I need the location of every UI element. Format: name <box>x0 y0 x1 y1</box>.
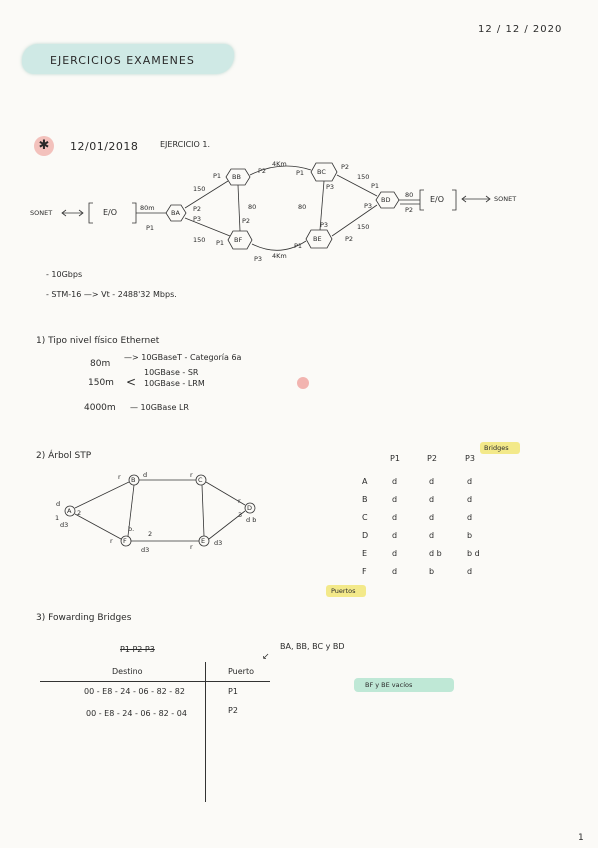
stp-cell: d <box>429 513 435 522</box>
q3-title: 3) Fowarding Bridges <box>36 613 132 623</box>
link-bc-be-label: 80 <box>298 203 307 211</box>
bd-p2-label: P2 <box>405 206 414 214</box>
stp-label-n1: 1 <box>55 514 60 522</box>
stp-row-bridge: F <box>362 567 367 576</box>
link-be-bd-label: 150 <box>357 223 370 231</box>
stp-row-bridge: B <box>362 495 368 504</box>
stp-cell: d <box>429 477 435 486</box>
link-bb-bf-label: 80 <box>248 203 257 211</box>
stp-cell: d <box>392 513 398 522</box>
stp-row-bridge: D <box>362 531 369 540</box>
stp-cell: d <box>467 567 473 576</box>
stp-label-rf: r <box>110 537 113 545</box>
q1-row2-std2: 10GBase - LRM <box>144 379 205 388</box>
ports-label: Puertos <box>331 587 356 595</box>
page-title: EJERCICIOS EXAMENES <box>50 54 195 67</box>
q2-title: 2) Árbol STP <box>36 451 92 461</box>
stp-cell: d <box>392 495 398 504</box>
stp-row-bridge: A <box>362 477 368 486</box>
link-ba-eo-label: 80m <box>140 204 155 212</box>
stp-label-bb: b. <box>128 525 135 533</box>
node-bf-label: BF <box>234 236 243 244</box>
fwd-row2-port: P2 <box>228 706 238 715</box>
stp-label-d: D <box>247 504 253 512</box>
fwd-row1-dest: 00 - E8 - 24 - 06 - 82 - 82 <box>84 687 185 696</box>
link-bb-bc-label: 4Km <box>272 160 287 168</box>
star-bullet-icon: ✱ <box>34 136 54 156</box>
fwd-header-port: Puerto <box>228 667 254 676</box>
q3-empty-note: BF y BE vacíos <box>365 681 413 689</box>
q3-bridges-note: BA, BB, BC y BD <box>280 642 345 651</box>
stp-cell: d <box>392 549 398 558</box>
stp-label-n3: 3 <box>238 511 243 519</box>
bc-p1-label: P1 <box>296 169 305 177</box>
stp-cell: b <box>467 531 473 540</box>
q3-scribble: P1 P2 P3 <box>120 645 155 654</box>
stp-col-p1: P1 <box>390 454 400 463</box>
node-bb-label: BB <box>232 173 241 181</box>
stp-label-d3: d3 <box>60 521 69 529</box>
stp-label-rb: r <box>118 473 121 481</box>
stp-col-p2: P2 <box>427 454 437 463</box>
q1-row1-dist: 80m <box>90 359 111 369</box>
bridges-label: Bridges <box>484 444 509 452</box>
stp-cell: b d <box>467 549 480 558</box>
stp-label-b2: 2 <box>148 530 153 538</box>
node-bd-label: BD <box>381 196 391 204</box>
q1-row2-std1: 10GBase - SR <box>144 368 199 377</box>
fwd-row1-port: P1 <box>228 687 238 696</box>
stp-col-p3: P3 <box>465 454 475 463</box>
stp-cell: d b <box>429 549 442 558</box>
link-bd-eo-label: 80 <box>405 191 414 199</box>
node-be-label: BE <box>313 235 322 243</box>
stp-cell: d <box>467 477 473 486</box>
stp-label-e: E <box>201 537 206 545</box>
fwd-table-hline <box>40 681 270 682</box>
stp-row-bridge: E <box>362 549 368 558</box>
fwd-table-vline <box>205 662 206 802</box>
be-p1-label: P1 <box>294 242 303 250</box>
fwd-header-dest: Destino <box>112 667 143 676</box>
q1-row2-sym: < <box>126 375 137 389</box>
bf-p3-label: P3 <box>254 255 263 263</box>
stp-label-rc: r <box>190 471 193 479</box>
stp-label-re: r <box>190 543 193 551</box>
q1-row2-dist: 150m <box>88 378 114 388</box>
q1-row1-std: —> 10GBaseT - Categoría 6a <box>124 353 242 362</box>
note-stm: - STM-16 —> Vt - 2488'32 Mbps. <box>46 290 177 299</box>
stp-cell: d <box>392 567 398 576</box>
bb-p2-bottom-label: P2 <box>242 217 251 225</box>
be-p2-label: P2 <box>345 235 354 243</box>
stp-cell: d <box>467 495 473 504</box>
node-bc-label: BC <box>317 168 326 176</box>
exercise-date: 12/01/2018 <box>70 140 139 153</box>
link-bf-be-label: 4Km <box>272 252 287 260</box>
bd-p1-label: P1 <box>371 182 380 190</box>
link-ba-bb-label: 150 <box>193 185 206 193</box>
stp-label-f: F <box>123 537 127 545</box>
stp-label-rd: r <box>238 497 241 505</box>
bc-p2-label: P2 <box>341 163 350 171</box>
fwd-row2-dest: 00 - E8 - 24 - 06 - 82 - 04 <box>86 709 187 718</box>
q1-row3-dist: 4000m <box>84 403 116 413</box>
bb-p1-label: P1 <box>213 172 222 180</box>
stp-cell: b <box>429 567 435 576</box>
sonet-right-label: SONET <box>494 195 517 203</box>
stp-label-a: A <box>67 507 72 515</box>
eo-right-label: E/O <box>430 195 445 204</box>
ba-p2-label: P2 <box>193 205 202 213</box>
be-p3-label: P3 <box>320 221 329 229</box>
stp-cell: d <box>392 531 398 540</box>
bd-p3-label: P3 <box>364 202 373 210</box>
stp-cell: d <box>467 513 473 522</box>
link-bc-bd-label: 150 <box>357 173 370 181</box>
stp-label-b: B <box>131 476 136 484</box>
stp-label-d2: d <box>143 471 148 479</box>
stp-label-ed3: d3 <box>214 539 223 547</box>
stp-label-db: d b <box>246 516 257 524</box>
ba-p1-label: P1 <box>146 224 155 232</box>
q1-row3-std: — 10GBase LR <box>130 403 189 412</box>
note-speed: - 10Gbps <box>46 270 83 279</box>
q1-title: 1) Tipo nivel físico Ethernet <box>36 336 160 346</box>
exercise-label: EJERCICIO 1. <box>160 140 210 149</box>
stp-cell: d <box>429 495 435 504</box>
page-number: 1 <box>578 833 584 843</box>
bc-p3-label: P3 <box>326 183 335 191</box>
stp-label-d1: d <box>56 500 61 508</box>
stp-label-n2: 2 <box>77 509 82 517</box>
stp-cell: d <box>392 477 398 486</box>
stp-label-c: C <box>198 476 203 484</box>
sonet-left-label: SONET <box>30 209 53 217</box>
node-ba-label: BA <box>171 209 180 217</box>
eo-left-label: E/O <box>103 208 118 217</box>
page-date: 12 / 12 / 2020 <box>478 24 563 35</box>
stp-row-bridge: C <box>362 513 368 522</box>
stp-label-dd3: d3 <box>141 546 150 554</box>
bb-p2-top-label: P2 <box>258 167 267 175</box>
q3-arrow-icon: ↙ <box>262 652 270 662</box>
bf-p1-label: P1 <box>216 239 225 247</box>
ba-p3-label: P3 <box>193 215 202 223</box>
link-ba-bf-label: 150 <box>193 236 206 244</box>
stp-cell: d <box>429 531 435 540</box>
